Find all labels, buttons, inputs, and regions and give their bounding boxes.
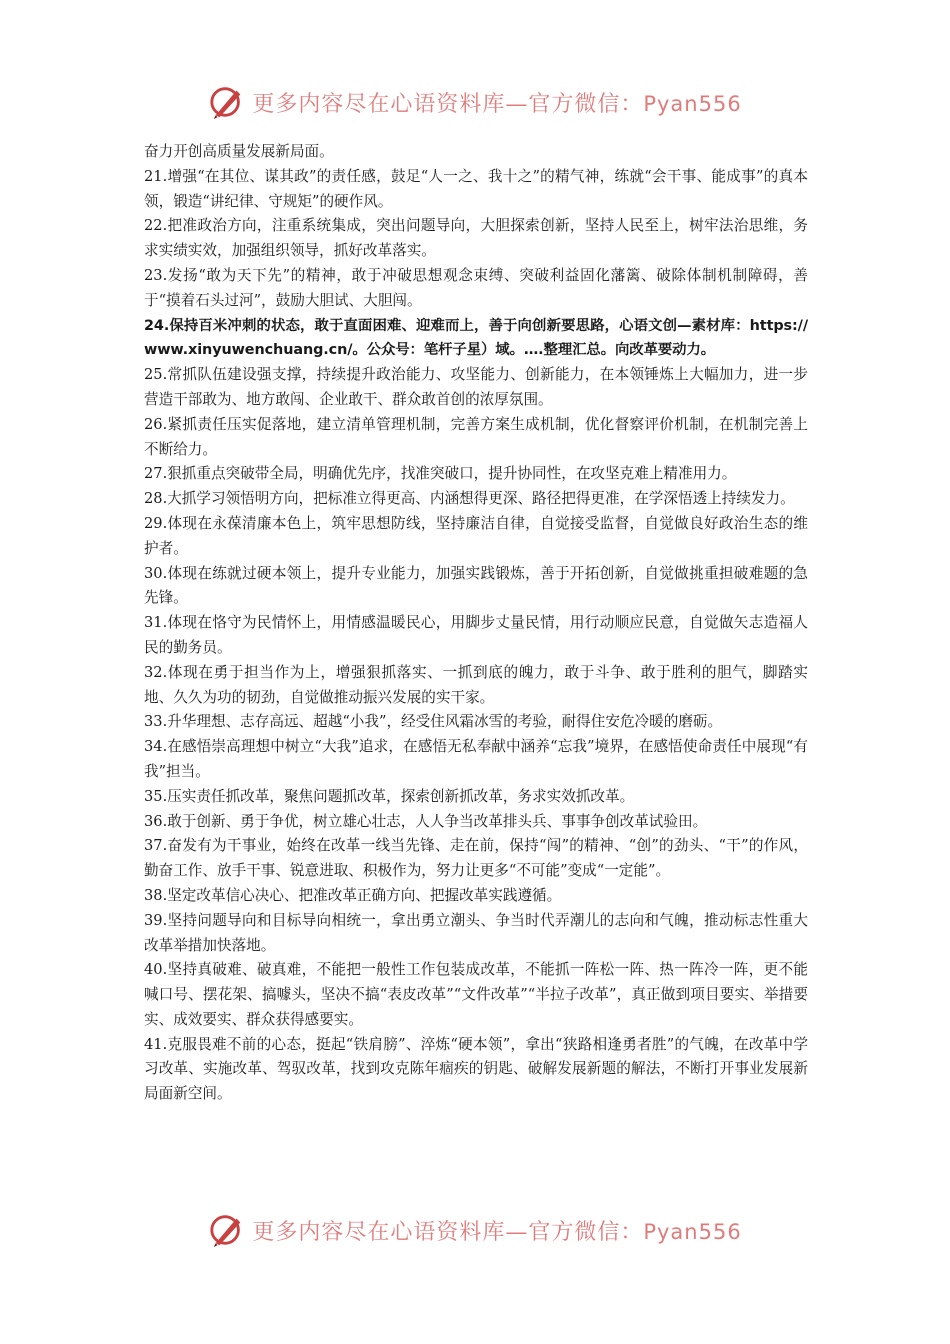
wechat-id: Pyan556 — [643, 91, 742, 116]
paragraph: 40.坚持真破难、破真难，不能把一般性工作包装成改革，不能抓一阵松一阵、热一阵冷一阵，更不能喊口号、摆花架、搞噱头，坚决不搞“表皮改革”“文件改革”“半拉子改革”，真正做到项目要实、举措要实、成效要实、群众获得感要实。 — [144, 961, 808, 1028]
pen-logo-icon — [208, 83, 246, 121]
paragraph: 27.狠抓重点突破带全局，明确优先序，找准突破口，提升协同性，在攻坚克难上精准用力。 — [144, 465, 737, 483]
document-body — [144, 140, 808, 1107]
pen-logo-icon — [208, 1211, 246, 1249]
paragraph: 23.发扬“敢为天下先”的精神，敢于冲破思想观念束缚、突破利益固化藩篱、破除体制机制障碍，善于“摸着石头过河”，鼓励大胆试、大胆闯。 — [144, 266, 808, 309]
banner-label: 更多内容尽在心语资料库—官方微信： — [252, 1219, 644, 1245]
banner-label: 更多内容尽在心语资料库—官方微信： — [252, 91, 644, 117]
paragraph: 28.大抓学习领悟明方向，把标准立得更高、内涵想得更深、路径把得更准，在学深悟透上持续发力。 — [144, 490, 795, 508]
paragraph: 奋力开创高质量发展新局面。 — [144, 143, 334, 160]
header-banner — [0, 82, 950, 122]
paragraph: 39.坚持问题导向和目标导向相统一，拿出勇立潮头、争当时代弄潮儿的志向和气魄，推动标志性重大改革举措加快落地。 — [144, 911, 808, 954]
footer-banner — [0, 1210, 950, 1250]
paragraph: 33.升华理想、志存高远、超越“小我”，经受住风霜冰雪的考验，耐得住安危冷暖的磨砺。 — [144, 713, 723, 731]
paragraph: 35.压实责任抓改革，聚焦问题抓改革，探索创新抓改革，务求实效抓改革。 — [144, 787, 635, 805]
banner-text — [252, 87, 741, 118]
paragraph: 24.保持百米冲刺的状态，敢于直面困难、迎难而上，善于向创新要思路，心语文创—素材库：https://www.xinyuwenchuang.cn/。公众号：笔杆子星）域。….整理汇总。向改革要动力。 — [144, 317, 808, 359]
paragraph: 36.敢于创新、勇于争优，树立雄心壮志，人人争当改革排头兵、事事争创改革试验田。 — [144, 812, 708, 830]
paragraph: 29.体现在永葆清廉本色上，筑牢思想防线，坚持廉洁自律，自觉接受监督，自觉做良好政治生态的维护者。 — [144, 514, 808, 557]
paragraph: 38.坚定改革信心决心、把准改革正确方向、把握改革实践遵循。 — [144, 886, 562, 904]
wechat-id: Pyan556 — [643, 1219, 742, 1244]
paragraph: 32.体现在勇于担当作为上，增强狠抓落实、一抓到底的魄力，敢于斗争、敢于胜利的胆气，脚踏实地、久久为功的韧劲，自觉做推动振兴发展的实干家。 — [144, 663, 808, 706]
paragraph: 22.把准政治方向，注重系统集成，突出问题导向，大胆探索创新，坚持人民至上，树牢法治思维，务求实绩实效，加强组织领导，抓好改革落实。 — [144, 217, 808, 260]
paragraph: 34.在感悟崇高理想中树立“大我”追求，在感悟无私奉献中涵养“忘我”境界，在感悟使命责任中展现“有我”担当。 — [144, 738, 808, 780]
paragraph: 21.增强“在其位、谋其政”的责任感，鼓足“人一之、我十之”的精气神，练就“会干事、能成事”的真本领，锻造“讲纪律、守规矩”的硬作风。 — [144, 167, 808, 210]
paragraph: 30.体现在练就过硬本领上，提升专业能力，加强实践锻炼，善于开拓创新，自觉做挑重担破难题的急先锋。 — [144, 564, 808, 607]
paragraph: 26.紧抓责任压实促落地，建立清单管理机制，完善方案生成机制，优化督察评价机制，在机制完善上不断给力。 — [144, 415, 808, 458]
paragraph: 41.克服畏难不前的心态，挺起“铁肩膀”、淬炼“硬本领”，拿出“狭路相逢勇者胜”的气魄，在改革中学习改革、实施改革、驾驭改革，找到攻克陈年痼疾的钥匙、破解发展新题的解法，不断打开事业发展新局面新空间。 — [144, 1035, 808, 1103]
paragraph: 31.体现在恪守为民情怀上，用情感温暖民心，用脚步丈量民情，用行动顺应民意，自觉做矢志造福人民的勤务员。 — [144, 614, 808, 656]
paragraph: 25.常抓队伍建设强支撑，持续提升政治能力、攻坚能力、创新能力，在本领锤炼上大幅加力，进一步营造干部敢为、地方敢闯、企业敢干、群众敢首创的浓厚氛围。 — [144, 366, 808, 408]
paragraph: 37.奋发有为干事业，始终在改革一线当先锋、走在前，保持“闯”的精神、“创”的劲头、“干”的作风，勤奋工作、放手干事、锐意进取、积极作为，努力让更多“不可能”变成“一定能”。 — [144, 837, 808, 880]
banner-text — [252, 1215, 741, 1246]
